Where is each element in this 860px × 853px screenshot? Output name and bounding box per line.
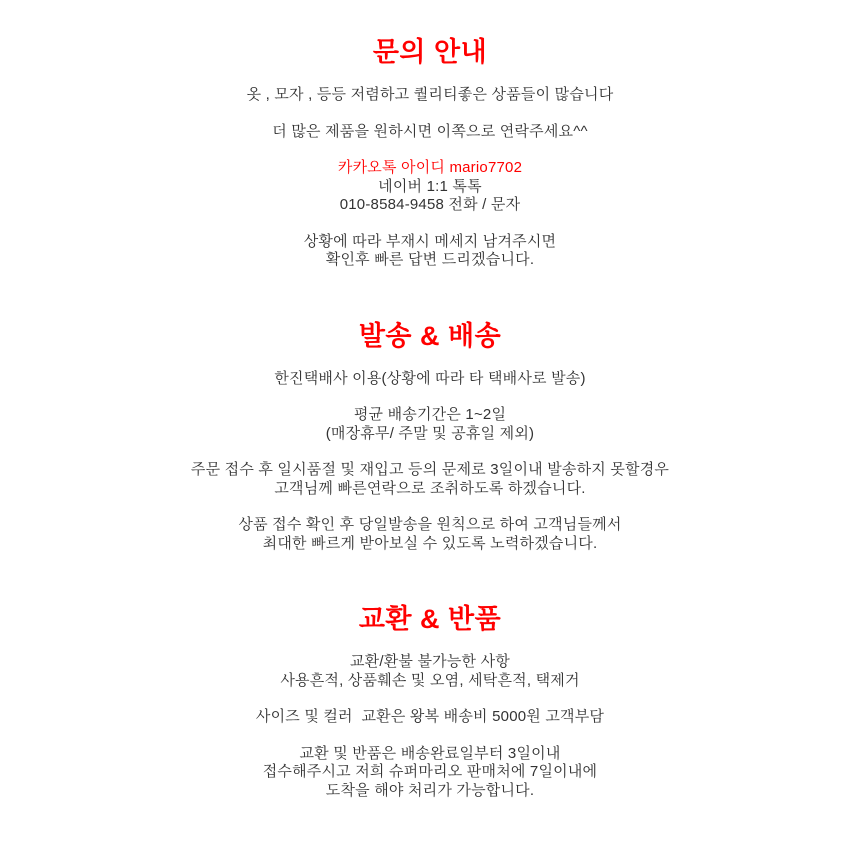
paragraph <box>0 370 860 389</box>
paragraph <box>0 123 860 142</box>
text-line: (매장휴무/ 주말 및 공휴일 제외) <box>325 424 535 442</box>
text-line: 접수해주시고 저희 슈퍼마리오 판매처에 7일이내에 <box>262 763 598 780</box>
naver-talk-line: 네이버 1:1 톡톡 <box>378 177 482 195</box>
text-line: 평균 배송기간은 1~2일 <box>353 406 507 423</box>
text-line: 상황에 따라 부재시 메세지 남겨주시면 <box>303 232 557 250</box>
text-line: 옷 , 모자 , 등등 저렴하고 퀄리티좋은 상품들이 많습니다 <box>246 86 614 103</box>
text-line: 고객님께 빠른연락으로 조취하도록 하겠습니다. <box>274 479 586 497</box>
text-line: 최대한 빠르게 받아보실 수 있도록 노력하겠습니다. <box>262 534 598 552</box>
paragraph <box>0 86 860 105</box>
phone-line: 010-8584-9458 전화 / 문자 <box>339 196 521 213</box>
text-line: 한진택배사 이용(상황에 따라 타 택배사로 발송) <box>274 369 586 387</box>
paragraph <box>0 233 860 270</box>
text-line: 교환/환불 불가능한 사항 <box>349 653 510 670</box>
paragraph <box>0 653 860 690</box>
text-line: 주문 접수 후 일시품절 및 재입고 등의 문제로 3일이내 발송하지 못할경우 <box>190 461 670 478</box>
text-line: 확인후 빠른 답변 드리겠습니다. <box>325 251 535 268</box>
inquiry-heading: 문의 안내 <box>372 37 488 67</box>
section-exchange-return <box>0 603 860 800</box>
text-line: 상품 접수 확인 후 당일발송을 원칙으로 하여 고객님들께서 <box>238 516 622 533</box>
shipping-heading: 발송 & 배송 <box>358 320 502 351</box>
text-line: 더 많은 제품을 원하시면 이쪽으로 연락주세요^^ <box>272 122 588 140</box>
text-line: 도착을 해야 처리가 가능합니다. <box>325 781 535 799</box>
text-line: 사이즈 및 컬러 교환은 왕복 배송비 5000원 고객부담 <box>255 708 605 725</box>
kakao-id-line: 카카오톡 아이디 mario7702 <box>337 159 523 176</box>
text-line: 교환 및 반품은 배송완료일부터 3일이내 <box>299 744 561 762</box>
section-shipping <box>0 320 860 554</box>
exchange-return-heading: 교환 & 반품 <box>358 604 502 634</box>
contact-block <box>0 159 860 215</box>
paragraph <box>0 745 860 801</box>
text-line: 사용흔적, 상품훼손 및 오염, 세탁흔적, 택제거 <box>280 671 580 689</box>
paragraph <box>0 406 860 443</box>
paragraph <box>0 516 860 553</box>
paragraph <box>0 461 860 498</box>
paragraph <box>0 708 860 727</box>
section-inquiry <box>0 36 860 270</box>
shop-notice-page <box>0 36 860 800</box>
